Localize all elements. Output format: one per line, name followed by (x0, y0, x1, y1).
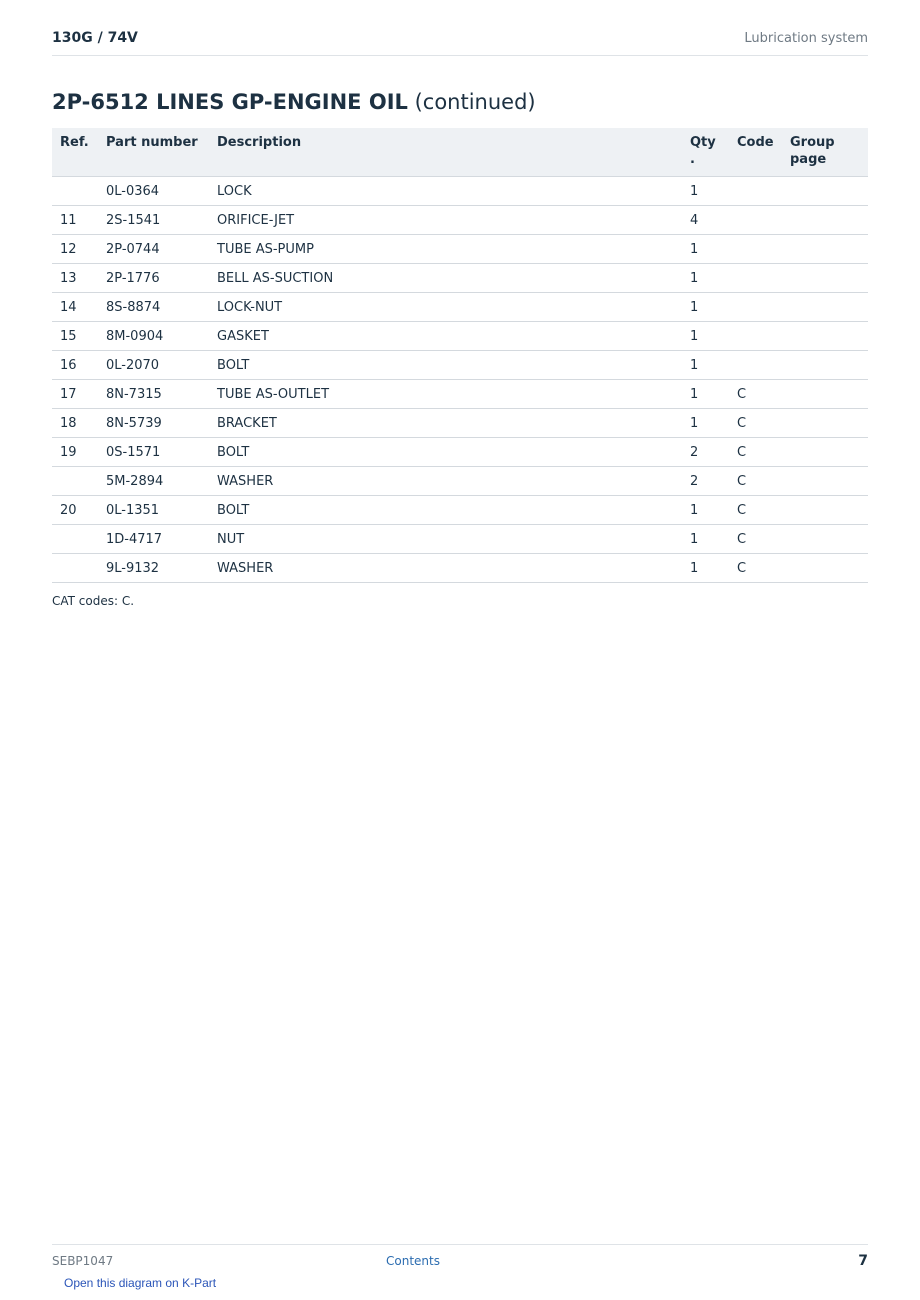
cell-part-number: 9L-9132 (98, 554, 209, 583)
title-suffix: (continued) (414, 90, 536, 114)
table-row (52, 438, 868, 467)
cell-ref: 13 (52, 264, 98, 293)
cell-qty: 1 (682, 409, 729, 438)
col-header-group-page: Group page (782, 128, 868, 177)
cell-code: C (729, 496, 782, 525)
col-header-ref: Ref. (52, 128, 98, 177)
cell-part-number: 2P-0744 (98, 235, 209, 264)
cell-code: C (729, 467, 782, 496)
cell-ref: 15 (52, 322, 98, 351)
cell-qty: 1 (682, 235, 729, 264)
cell-part-number: 8S-8874 (98, 293, 209, 322)
col-header-part-number: Part number (98, 128, 209, 177)
cell-ref: 19 (52, 438, 98, 467)
cell-ref (52, 177, 98, 206)
cell-description: LOCK-NUT (209, 293, 682, 322)
page-title (52, 90, 536, 114)
cell-part-number: 8M-0904 (98, 322, 209, 351)
cell-part-number: 8N-5739 (98, 409, 209, 438)
cell-part-number: 2P-1776 (98, 264, 209, 293)
cell-group-page (782, 235, 868, 264)
cell-description: BOLT (209, 438, 682, 467)
cell-description: BOLT (209, 351, 682, 380)
cell-code: C (729, 380, 782, 409)
table-row (52, 177, 868, 206)
cell-qty: 1 (682, 525, 729, 554)
cell-part-number: 0L-0364 (98, 177, 209, 206)
table-header-row (52, 128, 868, 177)
page-header (52, 28, 868, 56)
cell-ref (52, 467, 98, 496)
cell-part-number: 0L-2070 (98, 351, 209, 380)
group-title: 2P-6512 LINES GP-ENGINE OIL (52, 90, 408, 114)
cell-ref: 11 (52, 206, 98, 235)
cell-qty: 1 (682, 322, 729, 351)
cell-group-page (782, 496, 868, 525)
cell-qty: 1 (682, 351, 729, 380)
document-id: SEBP1047 (52, 1254, 114, 1268)
cell-group-page (782, 293, 868, 322)
cell-part-number: 0S-1571 (98, 438, 209, 467)
cell-group-page (782, 177, 868, 206)
cell-qty: 1 (682, 496, 729, 525)
cell-part-number: 5M-2894 (98, 467, 209, 496)
cell-qty: 1 (682, 554, 729, 583)
cell-description: NUT (209, 525, 682, 554)
cell-qty: 2 (682, 467, 729, 496)
cell-code (729, 177, 782, 206)
cell-description: TUBE AS-OUTLET (209, 380, 682, 409)
table-row (52, 264, 868, 293)
cell-qty: 2 (682, 438, 729, 467)
col-header-code: Code (729, 128, 782, 177)
cell-code: C (729, 409, 782, 438)
cell-ref: 14 (52, 293, 98, 322)
cell-group-page (782, 554, 868, 583)
cell-code (729, 264, 782, 293)
cell-group-page (782, 380, 868, 409)
cell-description: GASKET (209, 322, 682, 351)
cell-group-page (782, 467, 868, 496)
col-header-description: Description (209, 128, 682, 177)
cell-part-number: 2S-1541 (98, 206, 209, 235)
cell-description: BELL AS-SUCTION (209, 264, 682, 293)
cell-ref: 18 (52, 409, 98, 438)
contents-link[interactable]: Contents (386, 1254, 440, 1268)
page-footer (52, 1244, 868, 1275)
table-row (52, 380, 868, 409)
cell-description: BRACKET (209, 409, 682, 438)
cat-codes-note: CAT codes: C. (52, 594, 135, 608)
cell-group-page (782, 409, 868, 438)
cell-qty: 1 (682, 264, 729, 293)
cell-code (729, 351, 782, 380)
cell-ref: 16 (52, 351, 98, 380)
cell-group-page (782, 438, 868, 467)
cell-description: BOLT (209, 496, 682, 525)
table-row (52, 293, 868, 322)
cell-code: C (729, 438, 782, 467)
cell-code (729, 293, 782, 322)
cell-description: ORIFICE-JET (209, 206, 682, 235)
cell-group-page (782, 206, 868, 235)
cell-description: WASHER (209, 467, 682, 496)
col-header-qty: Qty . (682, 128, 729, 177)
cell-code (729, 235, 782, 264)
cell-ref: 17 (52, 380, 98, 409)
cell-code (729, 322, 782, 351)
cell-group-page (782, 264, 868, 293)
section-name: Lubrication system (744, 31, 868, 46)
table-row (52, 525, 868, 554)
cell-qty: 1 (682, 293, 729, 322)
cell-description: WASHER (209, 554, 682, 583)
cell-qty: 1 (682, 177, 729, 206)
parts-table (52, 128, 868, 583)
cell-description: LOCK (209, 177, 682, 206)
cell-group-page (782, 525, 868, 554)
cell-part-number: 0L-1351 (98, 496, 209, 525)
cell-ref: 20 (52, 496, 98, 525)
cell-qty: 1 (682, 380, 729, 409)
table-row (52, 206, 868, 235)
cell-ref (52, 525, 98, 554)
cell-code (729, 206, 782, 235)
cell-ref (52, 554, 98, 583)
cell-part-number: 1D-4717 (98, 525, 209, 554)
table-row (52, 409, 868, 438)
cell-group-page (782, 322, 868, 351)
cell-description: TUBE AS-PUMP (209, 235, 682, 264)
cell-qty: 4 (682, 206, 729, 235)
cell-part-number: 8N-7315 (98, 380, 209, 409)
page-number: 7 (858, 1253, 868, 1269)
table-row (52, 554, 868, 583)
table-row (52, 351, 868, 380)
table-row (52, 467, 868, 496)
cell-code: C (729, 554, 782, 583)
cell-ref: 12 (52, 235, 98, 264)
machine-model: 130G / 74V (52, 30, 138, 46)
cell-group-page (782, 351, 868, 380)
table-row (52, 235, 868, 264)
cell-code: C (729, 525, 782, 554)
open-kpart-link[interactable]: Open this diagram on K-Part (64, 1276, 217, 1290)
table-row (52, 322, 868, 351)
table-row (52, 496, 868, 525)
